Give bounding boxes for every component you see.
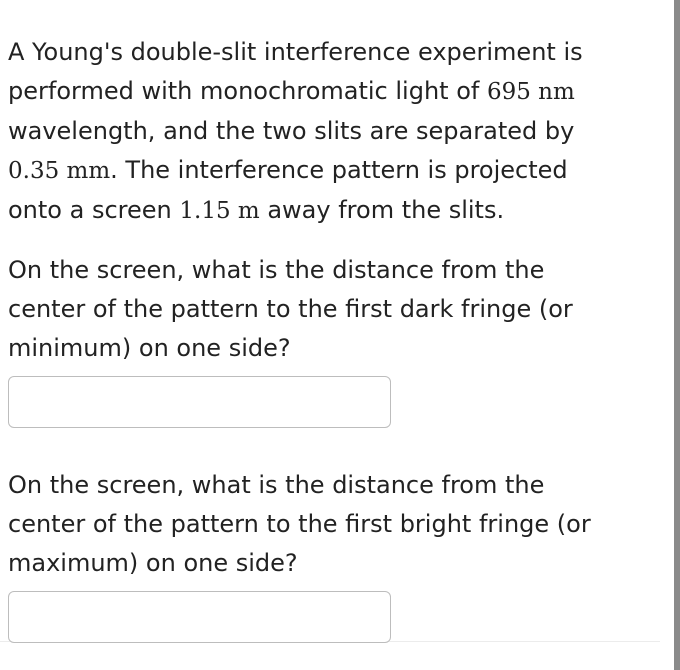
problem-line-5: onto a screen 1.15 m away from the slits.: [8, 196, 505, 224]
question-1-line-1: On the screen, what is the distance from the: [8, 256, 545, 284]
problem-content: [8, 33, 648, 643]
question-1-line-3: minimum) on one side?: [8, 334, 291, 362]
screen-distance-value: 1.15 m: [179, 198, 260, 224]
wavelength-value: 695 nm: [486, 79, 575, 105]
answer-input-1[interactable]: [8, 376, 391, 428]
problem-line-1: A Young's double-slit interference experiment is: [8, 38, 583, 66]
slit-separation-value: 0.35 mm: [8, 158, 111, 184]
right-edge-bar: [674, 0, 680, 670]
problem-statement: [8, 33, 648, 231]
problem-line-2: performed with monochromatic light of 695 nm: [8, 77, 575, 105]
answer-input-2[interactable]: [8, 591, 391, 643]
question-2: [8, 466, 648, 643]
spacer: [8, 231, 648, 251]
problem-line-3: wavelength, and the two slits are separated by: [8, 117, 575, 145]
question-1-line-2: center of the pattern to the first dark fringe (or: [8, 295, 573, 323]
question-2-line-3: maximum) on one side?: [8, 549, 298, 577]
question-2-line-1: On the screen, what is the distance from the: [8, 471, 545, 499]
problem-line-4: 0.35 mm. The interference pattern is projected: [8, 156, 568, 184]
question-1: [8, 251, 648, 428]
question-2-line-2: center of the pattern to the first bright fringe (or: [8, 510, 591, 538]
